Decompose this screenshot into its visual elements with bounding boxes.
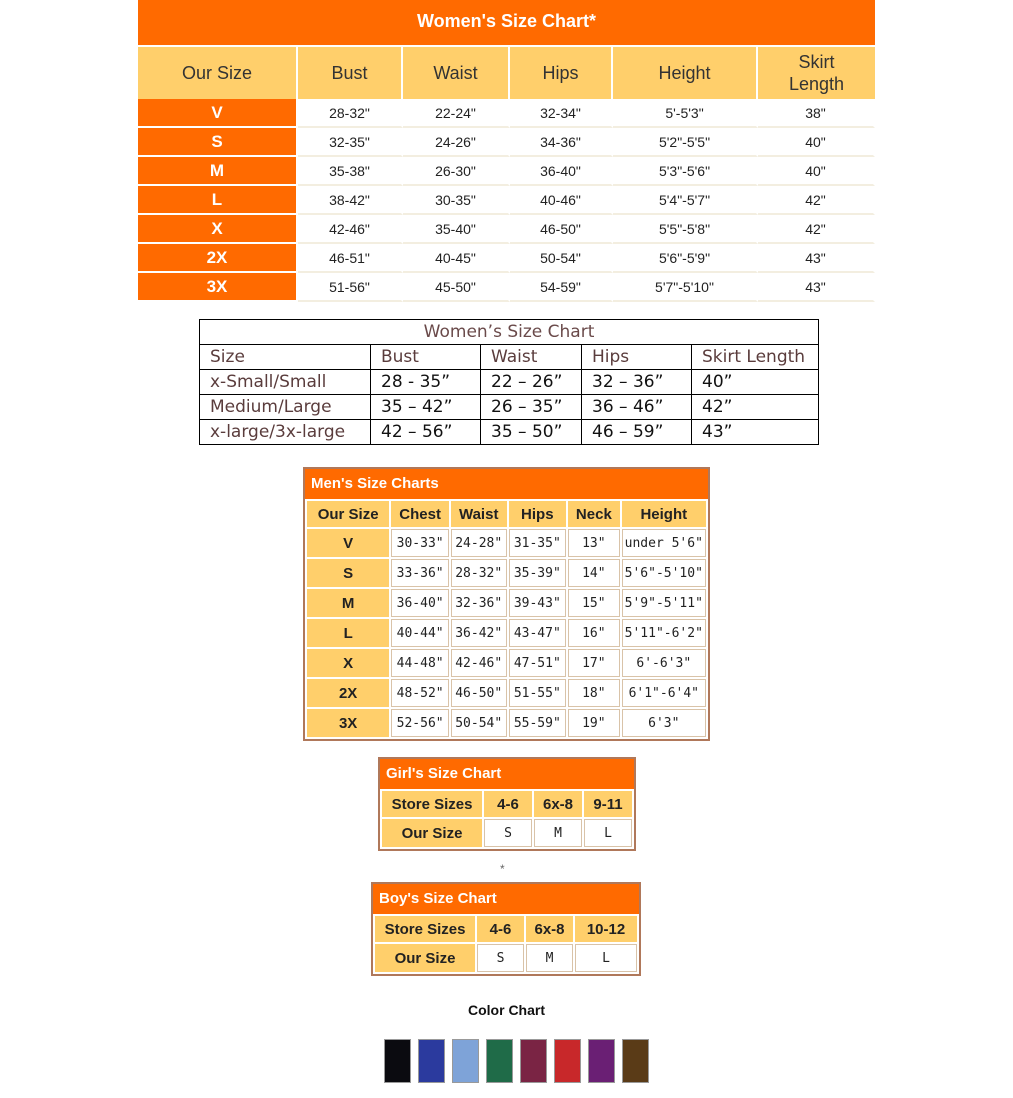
size-label: 3X [307, 709, 389, 737]
table-cell: 40-46" [510, 186, 613, 215]
table-cell: 18" [568, 679, 619, 707]
table-cell: 22-24" [403, 99, 510, 128]
table-cell: 14" [568, 559, 619, 587]
womens-chart-2-title: Women’s Size Chart [200, 320, 819, 345]
table-cell: 35-38" [298, 157, 403, 186]
col-header: Hips [509, 501, 567, 527]
table-cell: 24-28" [451, 529, 507, 557]
table-cell: 5'3"-5'6" [613, 157, 758, 186]
table-row [307, 589, 706, 617]
col-header: Skirt Length [758, 45, 875, 99]
table-cell: 36-40" [510, 157, 613, 186]
table-cell: 17" [568, 649, 619, 677]
table-cell: 36-40" [391, 589, 449, 617]
mens-size-chart [303, 467, 710, 741]
table-cell: 50-54" [510, 244, 613, 273]
table-cell: 28-32" [451, 559, 507, 587]
store-sizes-label: Store Sizes [382, 791, 482, 817]
table-cell: 6'-6'3" [622, 649, 706, 677]
table-row [138, 273, 875, 302]
store-sizes-label: Store Sizes [375, 916, 475, 942]
size-label: M [307, 589, 389, 617]
table-cell: 28 - 35” [371, 370, 481, 395]
table-cell: 30-35" [403, 186, 510, 215]
size-label: M [138, 157, 298, 186]
col-header: Our Size [307, 501, 389, 527]
table-row [307, 619, 706, 647]
table-cell: 5'9"-5'11" [622, 589, 706, 617]
our-size: S [484, 819, 532, 847]
col-header: Size [200, 345, 371, 370]
our-size-label: Our Size [382, 819, 482, 847]
table-row [138, 244, 875, 273]
table-cell: 32-34" [510, 99, 613, 128]
color-swatch[interactable] [622, 1039, 649, 1083]
col-header: Chest [391, 501, 449, 527]
womens-size-chart-secondary [199, 319, 819, 445]
table-row [307, 559, 706, 587]
table-cell: 6'1"-6'4" [622, 679, 706, 707]
size-label: 3X [138, 273, 298, 302]
store-size: 4-6 [477, 916, 524, 942]
col-header: Waist [451, 501, 507, 527]
color-swatch[interactable] [452, 1039, 479, 1083]
table-cell: 40-45" [403, 244, 510, 273]
col-header: Bust [371, 345, 481, 370]
col-header: Our Size [138, 45, 298, 99]
table-cell: 5'5"-5'8" [613, 215, 758, 244]
color-swatch[interactable] [588, 1039, 615, 1083]
womens-chart-2-header-row [200, 345, 819, 370]
table-cell: 5'2"-5'5" [613, 128, 758, 157]
store-size: 6x-8 [526, 916, 573, 942]
table-cell: 39-43" [509, 589, 567, 617]
table-cell: 30-33" [391, 529, 449, 557]
size-label: V [307, 529, 389, 557]
boys-our-size-row [375, 944, 637, 972]
color-swatch[interactable] [486, 1039, 513, 1083]
table-cell: 5'6"-5'10" [622, 559, 706, 587]
table-cell: 40" [758, 157, 875, 186]
table-cell: 33-36" [391, 559, 449, 587]
store-size: 10-12 [575, 916, 637, 942]
table-cell: 38" [758, 99, 875, 128]
girls-store-sizes-row [382, 791, 632, 817]
table-cell: 15" [568, 589, 619, 617]
table-cell: 43-47" [509, 619, 567, 647]
womens-chart-table [138, 45, 875, 302]
color-swatch[interactable] [418, 1039, 445, 1083]
size-label: S [307, 559, 389, 587]
table-cell: 38-42" [298, 186, 403, 215]
size-label: V [138, 99, 298, 128]
table-cell: 43” [692, 420, 819, 445]
table-cell: 46-51" [298, 244, 403, 273]
mens-chart-title: Men's Size Charts [305, 469, 708, 499]
size-label: X [307, 649, 389, 677]
table-cell: 40" [758, 128, 875, 157]
col-header: Waist [481, 345, 582, 370]
table-row [138, 186, 875, 215]
col-header: Neck [568, 501, 619, 527]
table-row [138, 157, 875, 186]
table-cell: 13" [568, 529, 619, 557]
size-label: Medium/Large [200, 395, 371, 420]
boys-chart-title: Boy's Size Chart [373, 884, 639, 914]
store-size: 6x-8 [534, 791, 582, 817]
table-cell: 35 – 42” [371, 395, 481, 420]
table-cell: 5'7"-5'10" [613, 273, 758, 302]
separator-asterisk: * [500, 862, 505, 876]
table-row [138, 128, 875, 157]
table-row [138, 215, 875, 244]
boys-chart-table [373, 914, 639, 974]
col-header: Waist [403, 45, 510, 99]
table-cell: 40-44" [391, 619, 449, 647]
size-label: X [138, 215, 298, 244]
table-cell: 34-36" [510, 128, 613, 157]
girls-chart-table [380, 789, 634, 849]
color-swatch[interactable] [520, 1039, 547, 1083]
table-cell: 22 – 26” [481, 370, 582, 395]
table-row [307, 529, 706, 557]
our-size: M [534, 819, 582, 847]
girls-size-chart [378, 757, 636, 851]
table-cell: 28-32" [298, 99, 403, 128]
table-cell: 35 – 50” [481, 420, 582, 445]
color-swatches [384, 1039, 649, 1083]
table-cell: 36-42" [451, 619, 507, 647]
size-label: x-large/3x-large [200, 420, 371, 445]
col-header: Hips [582, 345, 692, 370]
col-header: Height [613, 45, 758, 99]
table-cell: 6'3" [622, 709, 706, 737]
table-row [200, 395, 819, 420]
col-header: Bust [298, 45, 403, 99]
table-row [307, 649, 706, 677]
our-size: L [584, 819, 632, 847]
table-cell: 32-36" [451, 589, 507, 617]
table-cell: 55-59" [509, 709, 567, 737]
table-cell: 36 – 46” [582, 395, 692, 420]
girls-chart-title: Girl's Size Chart [380, 759, 634, 789]
table-cell: 42-46" [451, 649, 507, 677]
our-size-label: Our Size [375, 944, 475, 972]
table-row [138, 99, 875, 128]
size-label: L [307, 619, 389, 647]
table-cell: 45-50" [403, 273, 510, 302]
womens-chart-title: Women's Size Chart* [138, 0, 875, 45]
table-cell: 43" [758, 244, 875, 273]
our-size: L [575, 944, 637, 972]
table-cell: 31-35" [509, 529, 567, 557]
color-swatch[interactable] [384, 1039, 411, 1083]
table-row [307, 709, 706, 737]
womens-size-chart-primary [138, 0, 875, 302]
our-size: M [526, 944, 573, 972]
table-row [200, 420, 819, 445]
boys-store-sizes-row [375, 916, 637, 942]
table-cell: 16" [568, 619, 619, 647]
table-cell: 40” [692, 370, 819, 395]
store-size: 4-6 [484, 791, 532, 817]
table-cell: 35-39" [509, 559, 567, 587]
girls-our-size-row [382, 819, 632, 847]
table-cell: 43" [758, 273, 875, 302]
table-cell: 42 – 56” [371, 420, 481, 445]
table-cell: 42" [758, 215, 875, 244]
table-cell: 32 – 36” [582, 370, 692, 395]
size-label: S [138, 128, 298, 157]
table-cell: 44-48" [391, 649, 449, 677]
table-cell: 5'4"-5'7" [613, 186, 758, 215]
table-cell: 5'11"-6'2" [622, 619, 706, 647]
mens-chart-table [305, 499, 708, 739]
table-cell: 19" [568, 709, 619, 737]
table-cell: 51-55" [509, 679, 567, 707]
table-cell: 35-40" [403, 215, 510, 244]
color-swatch[interactable] [554, 1039, 581, 1083]
womens-chart-header-row [138, 45, 875, 99]
col-header: Skirt Length [692, 345, 819, 370]
table-cell: 51-56" [298, 273, 403, 302]
table-cell: 46-50" [510, 215, 613, 244]
table-cell: 46 – 59” [582, 420, 692, 445]
table-cell: 50-54" [451, 709, 507, 737]
col-header: Hips [510, 45, 613, 99]
table-cell: 24-26" [403, 128, 510, 157]
size-label: x-Small/Small [200, 370, 371, 395]
table-cell: 47-51" [509, 649, 567, 677]
our-size: S [477, 944, 524, 972]
table-cell: 52-56" [391, 709, 449, 737]
table-cell: 46-50" [451, 679, 507, 707]
table-row [307, 679, 706, 707]
boys-size-chart [371, 882, 641, 976]
table-cell: 42” [692, 395, 819, 420]
table-cell: 54-59" [510, 273, 613, 302]
table-cell: 48-52" [391, 679, 449, 707]
store-size: 9-11 [584, 791, 632, 817]
table-cell: 32-35" [298, 128, 403, 157]
size-label: 2X [138, 244, 298, 273]
table-cell: 42-46" [298, 215, 403, 244]
table-cell: under 5'6" [622, 529, 706, 557]
size-label: L [138, 186, 298, 215]
size-label: 2X [307, 679, 389, 707]
color-chart-title: Color Chart [468, 1002, 545, 1018]
table-cell: 26-30" [403, 157, 510, 186]
table-cell: 26 – 35” [481, 395, 582, 420]
table-cell: 42" [758, 186, 875, 215]
table-row [200, 370, 819, 395]
mens-chart-header-row [307, 501, 706, 527]
col-header: Height [622, 501, 706, 527]
table-cell: 5'-5'3" [613, 99, 758, 128]
table-cell: 5'6"-5'9" [613, 244, 758, 273]
